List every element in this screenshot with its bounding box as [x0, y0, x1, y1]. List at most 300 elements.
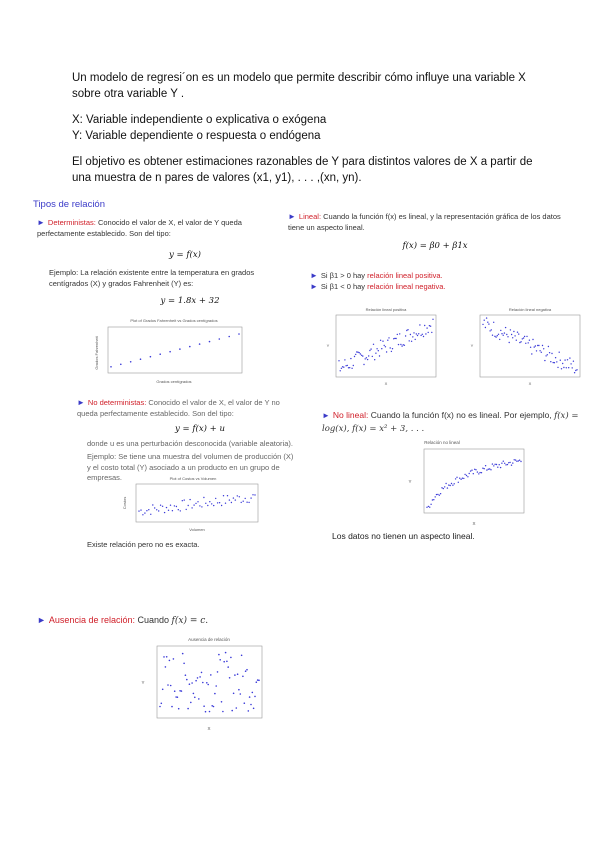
scatter-point [422, 334, 423, 335]
scatter-point [209, 711, 211, 713]
scatter-point [252, 494, 253, 495]
scatter-point [349, 367, 350, 368]
scatter-point [492, 463, 493, 464]
chart-title: Plot of Grados Fahrenheit vs Grados centígrados [130, 318, 218, 323]
scatter-point [460, 479, 461, 480]
scatter-point [360, 353, 361, 354]
positive-condition-text: Si β1 > 0 hay [320, 271, 366, 280]
scatter-point [229, 677, 231, 679]
scatter-point [419, 324, 420, 325]
scatter-point [203, 705, 205, 707]
scatter-point [513, 331, 514, 332]
scatter-point [428, 506, 429, 507]
scatter-point [182, 500, 183, 501]
scatter-point [529, 340, 530, 341]
scatter-point [500, 330, 501, 331]
scatter-point [471, 470, 472, 471]
scatter-point [535, 345, 536, 346]
no-deterministas-bullet [77, 398, 287, 419]
plot-frame [136, 484, 258, 522]
example-prefix: Ejemplo: [49, 268, 79, 277]
no-deterministas-conclusion: Existe relación pero no es exacta. [87, 540, 200, 549]
scatter-point [486, 317, 487, 318]
scatter-point [214, 693, 216, 695]
scatter-point [398, 344, 399, 345]
scatter-point [225, 652, 227, 654]
y-axis-label: Grados Fahrenheit [94, 336, 99, 370]
scatter-point [130, 361, 132, 363]
scatter-point [551, 353, 552, 354]
chart-title: Relación no lineal [424, 440, 460, 445]
chart-title: Relación lineal positiva [365, 307, 407, 312]
scatter-point [177, 696, 179, 698]
scatter-point [493, 465, 494, 466]
scatter-point [209, 501, 210, 502]
scatter-point [254, 494, 255, 495]
scatter-point [435, 496, 436, 497]
scatter-point [497, 335, 498, 336]
scatter-point [340, 370, 341, 371]
scatter-point [350, 358, 351, 359]
scatter-point [235, 499, 236, 500]
scatter-point [231, 710, 233, 712]
scatter-point [387, 340, 388, 341]
scatter-point [385, 346, 386, 347]
scatter-point [373, 344, 374, 345]
scatter-point [454, 483, 455, 484]
scatter-points [338, 319, 433, 372]
scatter-point [482, 324, 483, 325]
scatter-point [343, 367, 344, 368]
scatter-point [524, 336, 525, 337]
scatter-point [366, 357, 367, 358]
scatter-points [138, 494, 255, 515]
scatter-point [467, 476, 468, 477]
scatter-point [256, 681, 258, 683]
scatter-point [219, 502, 220, 503]
scatter-point [166, 507, 167, 508]
scatter-point [250, 704, 252, 706]
lineal-bullet [288, 212, 573, 233]
scatter-point [490, 469, 491, 470]
scatter-point [207, 684, 209, 686]
x-axis-label: X [472, 521, 476, 526]
scatter-point [501, 333, 502, 334]
deterministas-formula: y = f(x) [169, 250, 201, 260]
scatter-point [452, 485, 453, 486]
scatter-point [504, 463, 505, 464]
scatter-point [440, 493, 441, 494]
lineal-text: Cuando la función f(x) es lineal, y la representación gráfica de los datos tiene un aspecto lineal. [288, 212, 561, 232]
scatter-point [503, 335, 504, 336]
scatter-point [464, 474, 465, 475]
scatter-point [203, 497, 204, 498]
scatter-point [178, 708, 180, 710]
no-lineal-examples: f(x) = log(x), f(x) = x² + 3, . . . [322, 411, 579, 434]
scatter-point [492, 335, 493, 336]
scatter-point [348, 367, 349, 368]
no-deterministas-text: Conocido el valor de X, el valor de Y no queda perfectamente establecido. Son del tipo: [77, 398, 280, 418]
bullet-triangle-icon: ► [77, 398, 85, 407]
scatter-point [504, 332, 505, 333]
scatter-point [556, 361, 557, 362]
scatter-point [568, 367, 569, 368]
scatter-point [444, 486, 445, 487]
ausencia-text: Cuando [137, 615, 170, 625]
scatter-point [218, 654, 220, 656]
scatter-point [158, 510, 159, 511]
scatter-point [163, 656, 165, 658]
scatter-point [221, 505, 222, 506]
scatter-point [376, 348, 377, 349]
scatter-point [559, 352, 560, 353]
scatter-point [176, 506, 177, 507]
intro-paragraph-2: El objetivo es obtener estimaciones razonables de Y para distintos valores de X a partir de una muestra de n pares de valores (x1, y1), . . . ,(xn, yn). [72, 156, 533, 184]
scatter-point [165, 666, 167, 668]
chart-title: Relación lineal negativa [508, 307, 552, 312]
scatter-point [223, 661, 225, 663]
scatter-point [213, 505, 214, 506]
scatter-point [485, 327, 486, 328]
scatter-point [553, 362, 554, 363]
scatter-point [152, 504, 153, 505]
scatter-point [140, 358, 142, 360]
scatter-point [170, 685, 172, 687]
scatter-point [478, 473, 479, 474]
scatter-point [209, 341, 211, 343]
scatter-point [508, 462, 509, 463]
scatter-point [188, 505, 189, 506]
scatter-point [458, 482, 459, 483]
scatter-point [432, 319, 433, 320]
scatter-point [191, 682, 193, 684]
scatter-point [511, 465, 512, 466]
scatter-point [197, 677, 199, 679]
scatter-point [355, 354, 356, 355]
scatter-point [500, 467, 501, 468]
scatter-point [238, 689, 240, 691]
scatter-point [250, 497, 251, 498]
scatter-point [425, 333, 426, 334]
scatter-point [450, 485, 451, 486]
scatter-point [482, 468, 483, 469]
scatter-point [342, 366, 343, 367]
scatter-point [522, 338, 523, 339]
scatter-point [174, 690, 176, 692]
scatter-point [215, 685, 217, 687]
scatter-point [356, 351, 357, 352]
scatter-point [222, 711, 224, 713]
scatter-point [530, 347, 531, 348]
scatter-point [148, 509, 149, 510]
scatter-points [110, 333, 240, 367]
bullet-triangle-icon: ► [37, 615, 46, 625]
scatter-point [498, 334, 499, 335]
scatter-point [169, 660, 171, 662]
scatter-point [481, 472, 482, 473]
scatter-point [258, 680, 260, 682]
scatter-point [536, 350, 537, 351]
x-axis-label: X [207, 726, 211, 731]
lineal-formula: f(x) = β0 + β1x [402, 241, 468, 251]
scatter-point [180, 510, 181, 511]
scatter-point [245, 498, 246, 499]
scatter-point [159, 353, 161, 355]
y-axis-label: Y [408, 479, 412, 484]
scatter-point [374, 359, 375, 360]
chart-costos [118, 473, 263, 535]
scatter-point [417, 335, 418, 336]
chart-linear-positive [322, 303, 440, 388]
scatter-point [416, 333, 417, 334]
scatter-point [162, 689, 164, 691]
scatter-point [195, 680, 197, 682]
scatter-point [193, 693, 195, 695]
scatter-point [338, 360, 339, 361]
scatter-point [505, 464, 506, 465]
scatter-point [463, 478, 464, 479]
scatter-point [167, 684, 169, 686]
scatter-point [499, 339, 500, 340]
scatter-point [241, 655, 243, 657]
y-axis-label: Y [141, 680, 145, 685]
scatter-point [441, 487, 442, 488]
scatter-point [190, 702, 192, 704]
scatter-point [233, 497, 234, 498]
scatter-point [239, 496, 240, 497]
scatter-point [199, 505, 200, 506]
scatter-point [202, 682, 204, 684]
scatter-point [391, 351, 392, 352]
scatter-point [512, 337, 513, 338]
scatter-point [501, 463, 502, 464]
negative-condition-text: Si β1 < 0 hay [320, 282, 366, 291]
scatter-point [219, 659, 221, 661]
scatter-point [415, 339, 416, 340]
scatter-point [470, 470, 471, 471]
scatter-point [369, 350, 370, 351]
example-prefix: Ejemplo: [87, 452, 117, 461]
chart-fahrenheit [90, 313, 250, 388]
x-axis-label: Grados centígrados [156, 379, 192, 384]
scatter-point [400, 344, 401, 345]
scatter-point [185, 674, 187, 676]
scatter-point [433, 499, 434, 500]
scatter-point [518, 333, 519, 334]
deterministas-example [49, 268, 279, 289]
scatter-point [512, 462, 513, 463]
scatter-point [201, 506, 202, 507]
scatter-point [248, 502, 249, 503]
scatter-point [495, 336, 496, 337]
scatter-point [245, 670, 247, 672]
scatter-point [140, 509, 141, 510]
scatter-point [159, 706, 161, 708]
scatter-point [150, 514, 151, 515]
scatter-point [538, 345, 539, 346]
chart-no-relation [135, 634, 270, 734]
scatter-point [174, 505, 175, 506]
scatter-point [570, 363, 571, 364]
scatter-point [516, 340, 517, 341]
positive-relation-label: relación lineal positiva. [367, 271, 443, 280]
scatter-point [532, 339, 533, 340]
scatter-point [171, 706, 173, 708]
scatter-point [375, 353, 376, 354]
scatter-point [201, 672, 203, 674]
scatter-point [237, 495, 238, 496]
scatter-points [159, 652, 260, 713]
chart-nonlinear [402, 436, 532, 528]
scatter-points [426, 459, 521, 508]
scatter-point [439, 495, 440, 496]
scatter-point [164, 512, 165, 513]
scatter-point [242, 676, 244, 678]
scatter-point [361, 355, 362, 356]
scatter-point [574, 372, 575, 373]
ausencia-label: Ausencia de relación: [48, 615, 135, 625]
scatter-point [429, 507, 430, 508]
scatter-points [482, 317, 577, 373]
scatter-point [537, 345, 538, 346]
scatter-point [237, 673, 239, 675]
scatter-point [368, 355, 369, 356]
scatter-point [554, 362, 555, 363]
scatter-point [531, 353, 532, 354]
scatter-point [243, 501, 244, 502]
intro-paragraph-1: Un modelo de regresi´on es un modelo que permite describir cómo influye una variable X sobre otra variable Y . [72, 72, 526, 100]
scatter-point [226, 661, 228, 663]
scatter-point [423, 336, 424, 337]
scatter-point [146, 510, 147, 511]
scatter-point [555, 357, 556, 358]
scatter-point [110, 366, 112, 368]
scatter-point [436, 494, 437, 495]
scatter-point [493, 322, 494, 323]
scatter-point [473, 473, 474, 474]
scatter-point [221, 701, 223, 703]
scatter-point [206, 682, 208, 684]
y-definition: Y: Variable dependiente o respuesta o endógena [72, 130, 321, 142]
variable-definitions [72, 112, 542, 144]
scatter-point [430, 504, 431, 505]
scatter-point [186, 509, 187, 510]
scatter-point [191, 507, 192, 508]
scatter-point [426, 327, 427, 328]
scatter-point [510, 329, 511, 330]
scatter-point [241, 502, 242, 503]
deterministas-text: Conocido el valor de X, el valor de Y queda perfectamente establecido. Son del tipo: [37, 218, 242, 238]
scatter-point [156, 509, 157, 510]
no-lineal-conclusion: Los datos no tienen un aspecto lineal. [332, 531, 475, 541]
scatter-point [484, 468, 485, 469]
scatter-point [246, 669, 248, 671]
scatter-point [491, 329, 492, 330]
scatter-point [567, 359, 568, 360]
scatter-point [412, 336, 413, 337]
scatter-point [363, 364, 364, 365]
scatter-point [557, 367, 558, 368]
scatter-point [509, 342, 510, 343]
scatter-point [573, 361, 574, 362]
bullet-triangle-icon: ► [310, 271, 318, 280]
x-axis-label: X [528, 381, 532, 386]
scatter-point [562, 363, 563, 364]
scatter-point [211, 503, 212, 504]
scatter-point [486, 469, 487, 470]
scatter-point [561, 368, 562, 369]
scatter-point [120, 364, 122, 366]
scatter-point [381, 348, 382, 349]
scatter-point [386, 351, 387, 352]
scatter-point [575, 370, 576, 371]
bullet-triangle-icon: ► [322, 411, 330, 420]
scatter-point [246, 502, 247, 503]
scatter-point [240, 693, 242, 695]
scatter-point [254, 696, 256, 698]
plot-frame [336, 315, 436, 377]
scatter-point [563, 367, 564, 368]
scatter-point [380, 340, 381, 341]
plot-frame [157, 646, 262, 718]
scatter-point [411, 341, 412, 342]
x-definition: X: Variable independiente o explicativa o exógena [72, 114, 327, 126]
example-text: La relación existente entre la temperatura en grados centígrados (X) y grados Fahrenheit (Y) es: [49, 268, 255, 288]
scatter-point [166, 656, 168, 658]
scatter-point [187, 708, 189, 710]
scatter-point [199, 676, 201, 678]
scatter-point [367, 359, 368, 360]
scatter-point [496, 464, 497, 465]
scatter-point [516, 461, 517, 462]
scatter-point [424, 325, 425, 326]
scatter-point [144, 512, 145, 513]
scatter-point [560, 360, 561, 361]
scatter-point [205, 711, 207, 713]
scatter-point [150, 356, 152, 358]
bullet-triangle-icon: ► [288, 212, 296, 221]
scatter-point [426, 507, 427, 508]
scatter-point [505, 327, 506, 328]
scatter-point [469, 473, 470, 474]
scatter-point [525, 343, 526, 344]
scatter-point [539, 350, 540, 351]
ausencia-bullet [37, 615, 208, 626]
scatter-point [390, 347, 391, 348]
scatter-point [431, 332, 432, 333]
scatter-point [514, 459, 515, 460]
scatter-point [443, 488, 444, 489]
scatter-point [509, 462, 510, 463]
scatter-point [186, 679, 188, 681]
scatter-point [448, 484, 449, 485]
scatter-point [576, 369, 577, 370]
scatter-point [252, 692, 254, 694]
deterministas-bullet [37, 218, 269, 239]
plot-frame [424, 449, 524, 513]
chart-title: Ausencia de relación [188, 637, 230, 642]
scatter-point [393, 338, 394, 339]
scatter-point [388, 337, 389, 338]
lineal-label: Lineal: [298, 212, 322, 221]
scatter-point [455, 478, 456, 479]
scatter-point [517, 332, 518, 333]
scatter-point [428, 332, 429, 333]
bullet-triangle-icon: ► [310, 282, 318, 291]
scatter-point [534, 346, 535, 347]
scatter-point [248, 710, 250, 712]
scatter-point [189, 683, 191, 685]
